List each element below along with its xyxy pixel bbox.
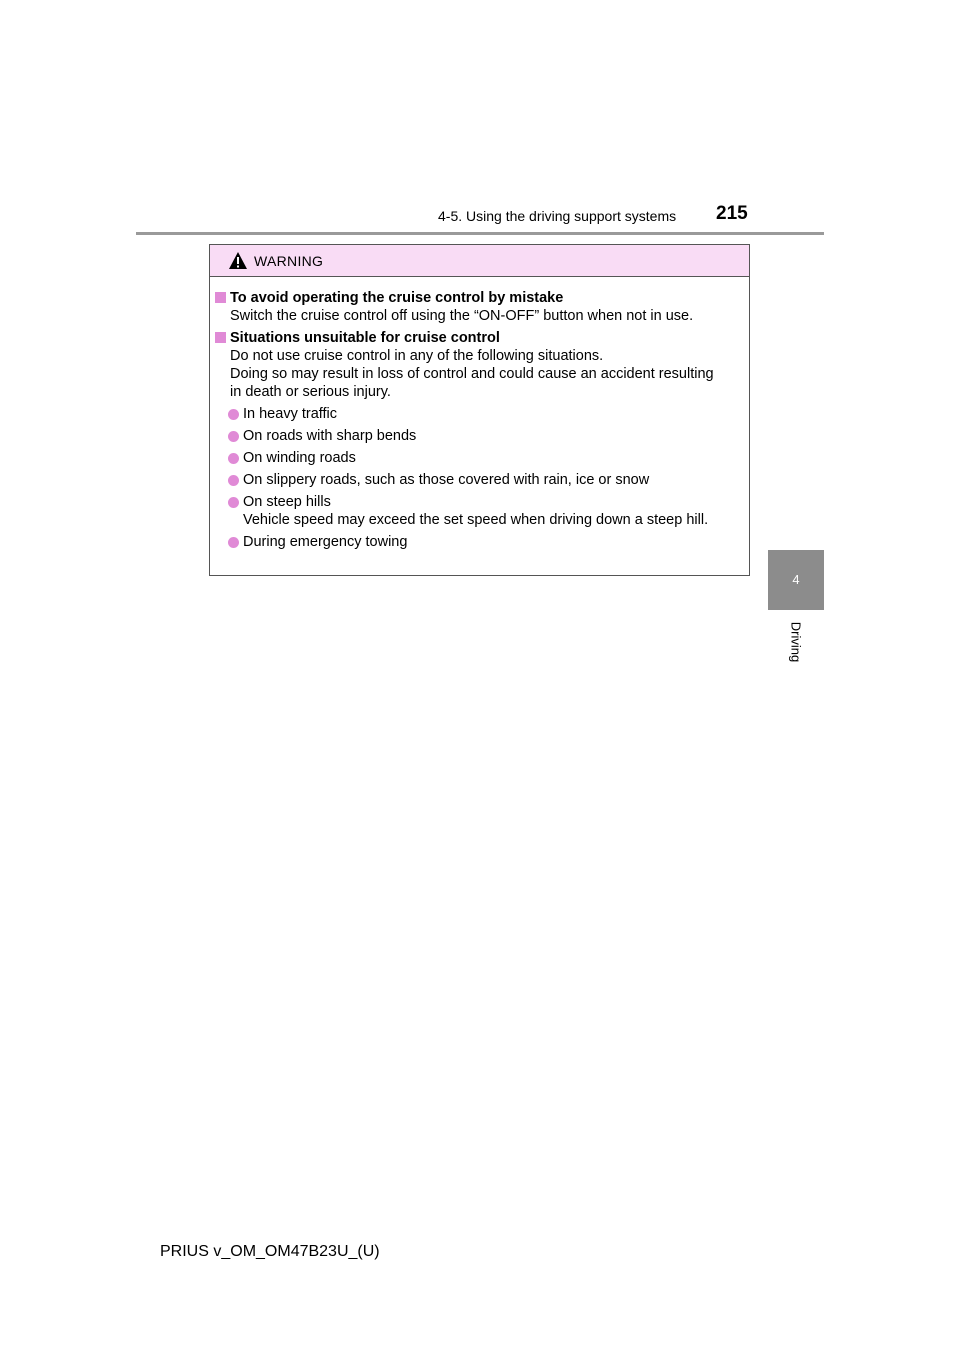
circle-bullet-icon (228, 453, 239, 464)
list-item: On winding roads (210, 449, 749, 467)
chapter-label: Driving (788, 621, 804, 663)
warning-section (210, 329, 749, 401)
list-item: On roads with sharp bends (210, 427, 749, 445)
warning-section (210, 289, 749, 325)
list-item: On steep hills Vehicle speed may exceed the set speed when driving down a steep hill. (210, 493, 749, 529)
list-item: During emergency towing (210, 533, 749, 551)
circle-bullet-icon (228, 431, 239, 442)
header-rule (136, 232, 824, 235)
chapter-tab: 4 (768, 550, 824, 610)
section-title: 4-5. Using the driving support systems (438, 208, 677, 224)
list-item-note: Vehicle speed may exceed the set speed when driving down a steep hill. (243, 512, 709, 528)
section-heading: To avoid operating the cruise control by mistake (230, 290, 564, 306)
section-text: Doing so may result in loss of control and could cause an accident resulting (230, 366, 714, 382)
warning-content (210, 289, 749, 551)
circle-bullet-icon (228, 475, 239, 486)
circle-bullet-icon (228, 497, 239, 508)
circle-bullet-icon (228, 409, 239, 420)
section-text: Switch the cruise control off using the “ON-OFF” button when not in use. (230, 308, 694, 324)
warning-box (209, 244, 750, 576)
circle-bullet-icon (228, 537, 239, 548)
warning-header (210, 245, 749, 277)
section-text: Do not use cruise control in any of the following situations. (230, 348, 604, 364)
square-bullet-icon (215, 332, 226, 343)
section-heading: Situations unsuitable for cruise control (230, 330, 500, 346)
document-code: PRIUS v_OM_OM47B23U_(U) (160, 1243, 380, 1260)
warning-triangle-icon (228, 251, 248, 275)
list-item: In heavy traffic (210, 405, 749, 423)
list-item: On slippery roads, such as those covered with rain, ice or snow (210, 471, 749, 489)
square-bullet-icon (215, 292, 226, 303)
warning-label: WARNING (254, 253, 324, 269)
section-text: in death or serious injury. (230, 384, 391, 400)
page-number: 215 (716, 203, 748, 224)
